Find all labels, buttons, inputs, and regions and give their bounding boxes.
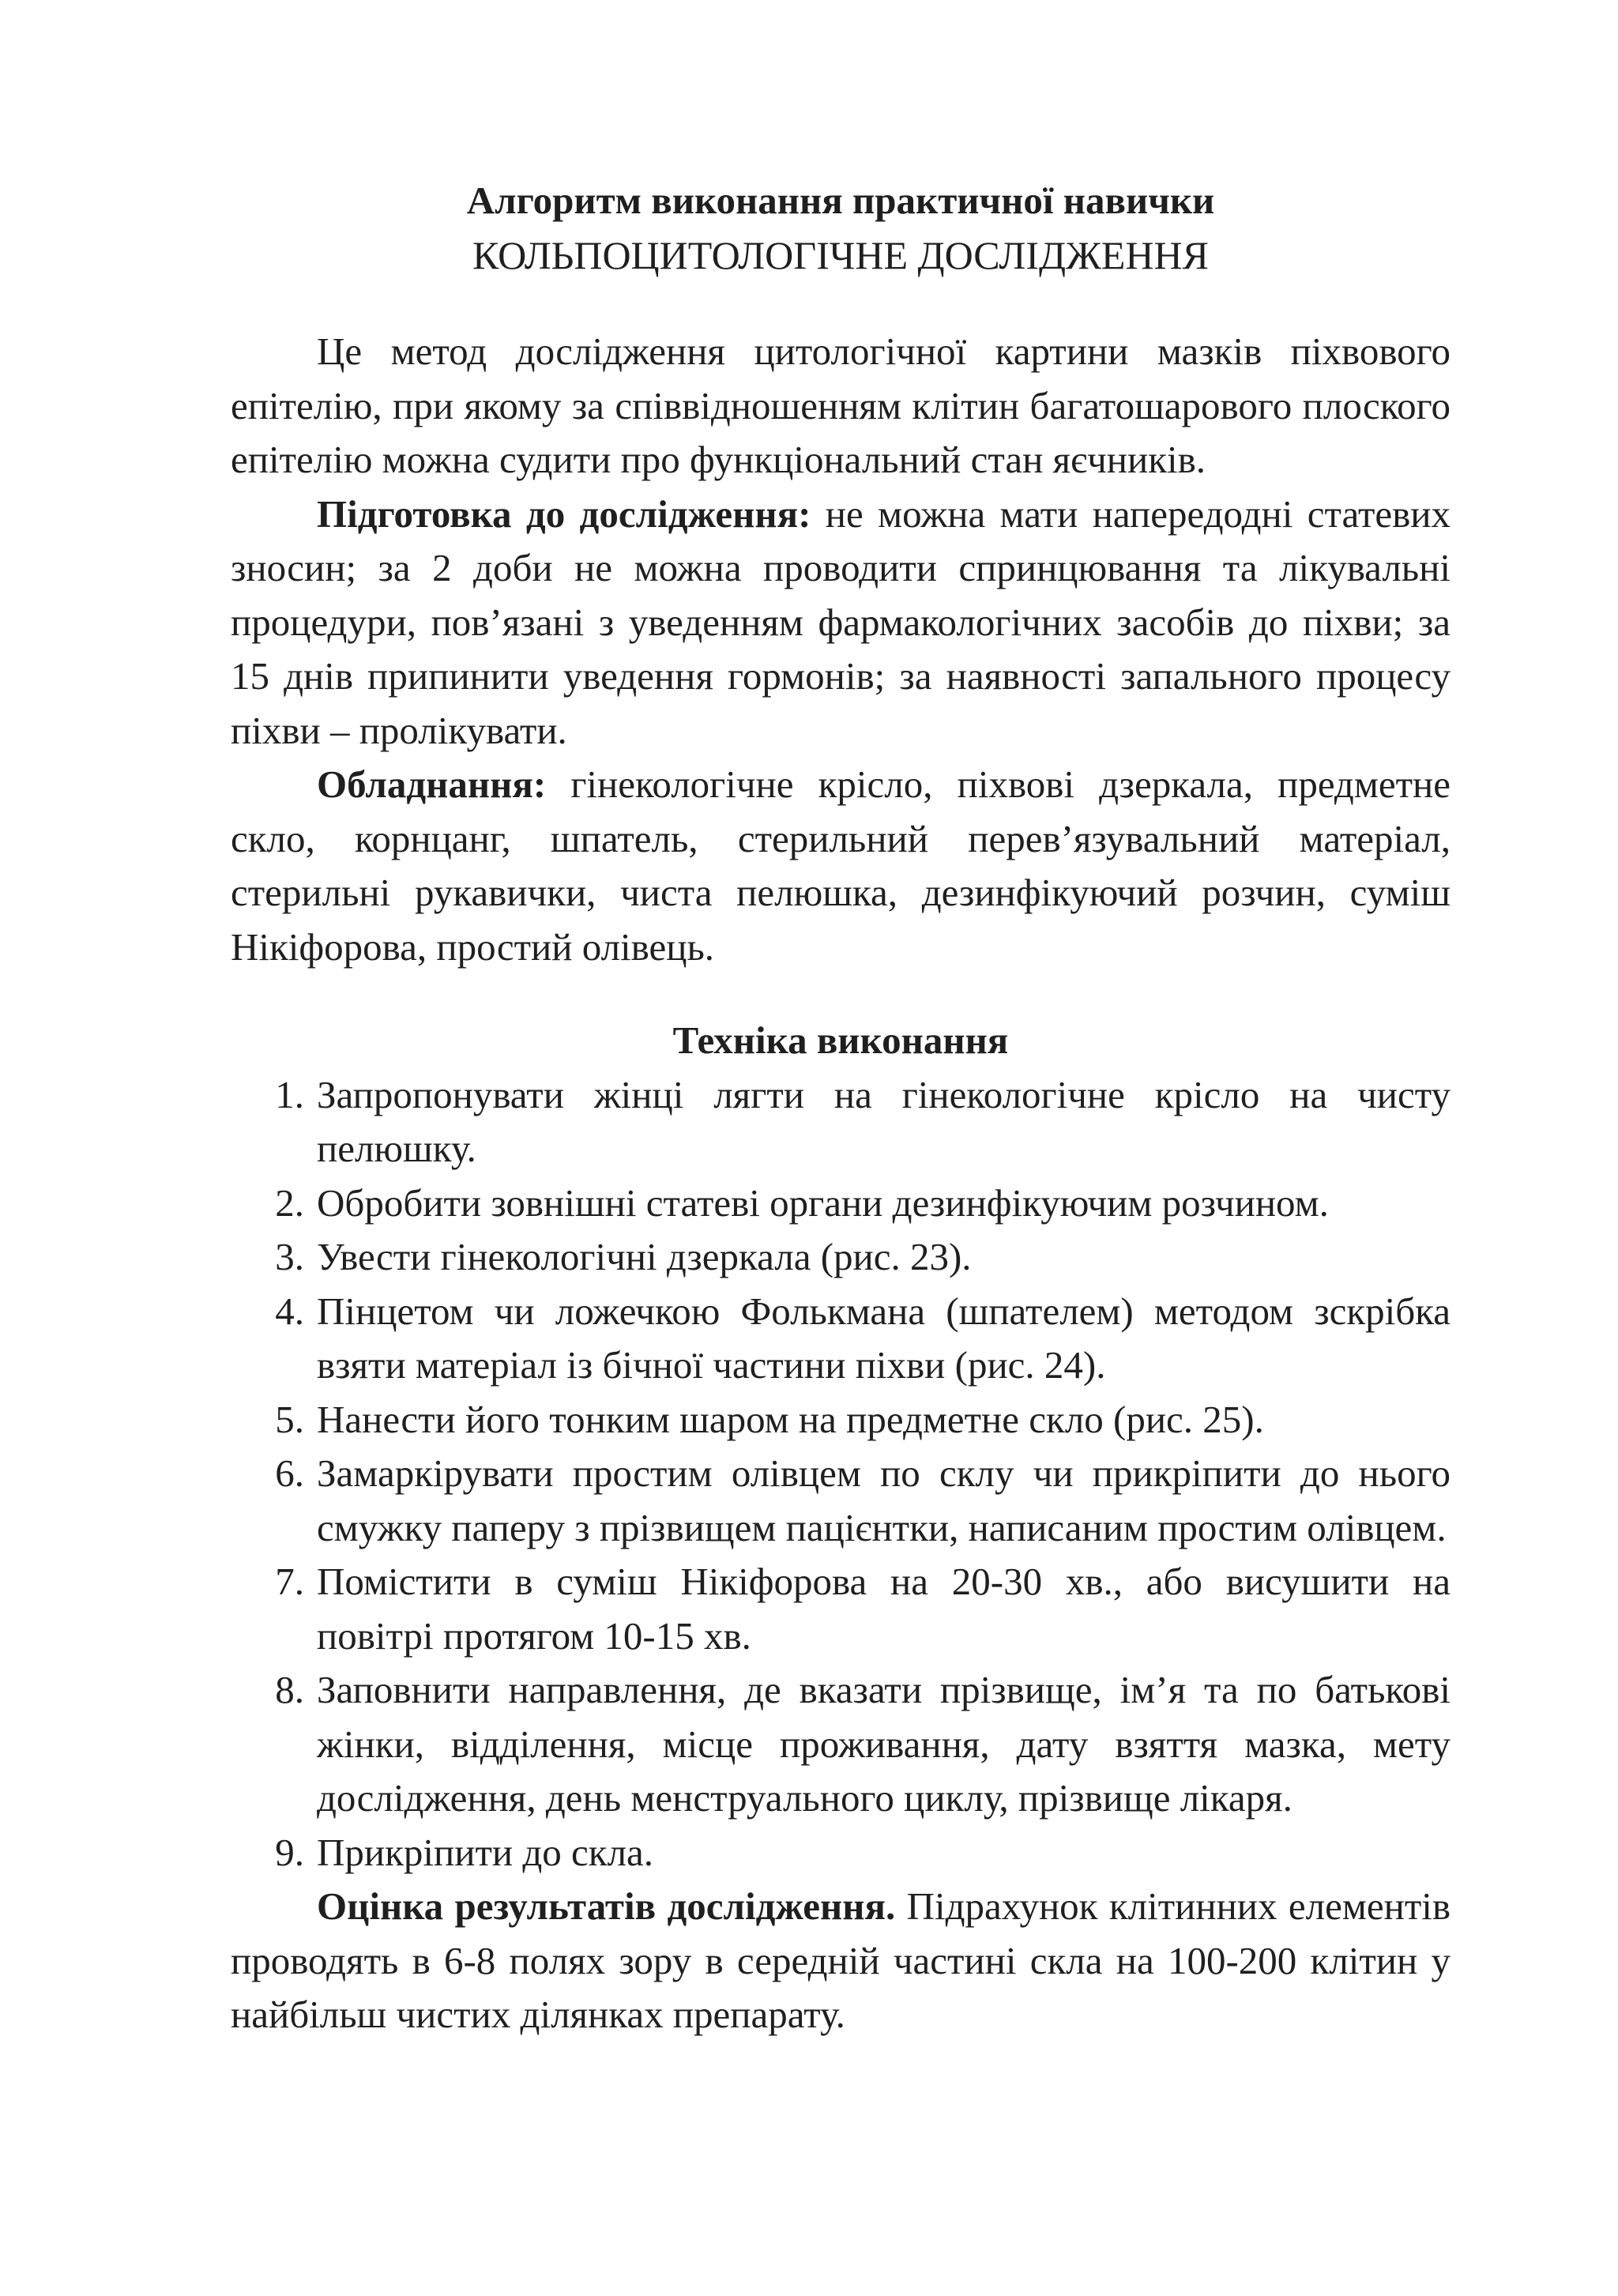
step-number: 8. (275, 1668, 304, 1711)
technique-title: Техніка виконання (672, 1018, 1009, 1062)
evaluation-text: Підрахунок клітинних елементів проводять в 6-8 полях зору в середній частині скла на 100-200 клітин у найбільш чистих ділянках препарату. (231, 1884, 1451, 2036)
list-item (231, 1447, 1451, 1555)
list-item (231, 1230, 1451, 1285)
document-page (231, 174, 1451, 2042)
step-number: 5. (275, 1397, 304, 1441)
step-number: 4. (275, 1289, 304, 1333)
step-number: 9. (275, 1830, 304, 1874)
step-number: 1. (275, 1072, 304, 1116)
equipment-paragraph (231, 758, 1451, 974)
intro-paragraph: Це метод дослідження цитологічної картини мазків піхвового епітелію, при якому за співвідношенням клітин багатошарового плоского епітелію можна судити про функціональний стан яєчників. (231, 329, 1451, 481)
step-number: 2. (275, 1180, 304, 1225)
list-item (231, 1176, 1451, 1231)
evaluation-label: Оцінка результатів дослідження. (317, 1884, 896, 1928)
step-number: 7. (275, 1560, 304, 1603)
equipment-label: Обладнання: (317, 762, 547, 806)
evaluation-paragraph (231, 1880, 1451, 2042)
preparation-paragraph (231, 487, 1451, 758)
steps-list (231, 1068, 1451, 1880)
list-item (231, 1393, 1451, 1447)
document-subtitle: КОЛЬПОЦИТОЛОГІЧНЕ ДОСЛІДЖЕННЯ (472, 232, 1209, 277)
step-number: 6. (275, 1451, 304, 1495)
step-text: Заповнити направлення, де вказати прізвище, ім’я та по батькові жінки, відділення, місце проживання, дату взяття мазка, мету дослідження, день менструального циклу, прізвище лікаря. (317, 1668, 1451, 1820)
step-text: Обробити зовнішні статеві органи дезинфікуючим розчином. (317, 1180, 1329, 1225)
step-text: Увести гінекологічні дзеркала (рис. 23). (317, 1235, 972, 1278)
preparation-label: Підготовка до дослідження: (317, 491, 811, 536)
list-item (231, 1555, 1451, 1663)
step-number: 3. (275, 1235, 304, 1278)
step-text: Нанести його тонким шаром на предметне скло (рис. 25). (317, 1397, 1264, 1441)
preparation-text: не можна мати напередодні статевих зносин; за 2 доби не можна проводити спринцювання та лікувальні процедури, пов’язані з уведенням фармакологічних засобів до піхви; за 15 днів припинити уведення гормонів; за наявності запального процесу піхви – пролікувати. (231, 491, 1451, 752)
step-text: Прикріпити до скла. (317, 1830, 654, 1874)
step-text: Замаркірувати простим олівцем по склу чи прикріпити до нього смужку паперу з прізвищем пацієнтки, написаним простим олівцем. (317, 1451, 1451, 1549)
step-text: Помістити в суміш Нікіфорова на 20-30 хв., або висушити на повітрі протягом 10-15 хв. (317, 1560, 1451, 1658)
step-text: Запропонувати жінці лягти на гінекологічне крісло на чисту пелюшку. (317, 1072, 1451, 1170)
list-item (231, 1068, 1451, 1176)
list-item (231, 1663, 1451, 1826)
document-title: Алгоритм виконання практичної навички (466, 179, 1215, 222)
list-item (231, 1285, 1451, 1393)
equipment-text: гінекологічне крісло, піхвові дзеркала, предметне скло, корнцанг, шпатель, стерильний перев’язувальний матеріал, стерильні рукавички, чиста пелюшка, дезинфікуючий розчин, суміш Нікіфорова, простий олівець. (231, 762, 1451, 969)
list-item (231, 1826, 1451, 1880)
step-text: Пінцетом чи ложечкою Фолькмана (шпателем) методом зскрібка взяти матеріал із бічної частини піхви (рис. 24). (317, 1289, 1451, 1387)
